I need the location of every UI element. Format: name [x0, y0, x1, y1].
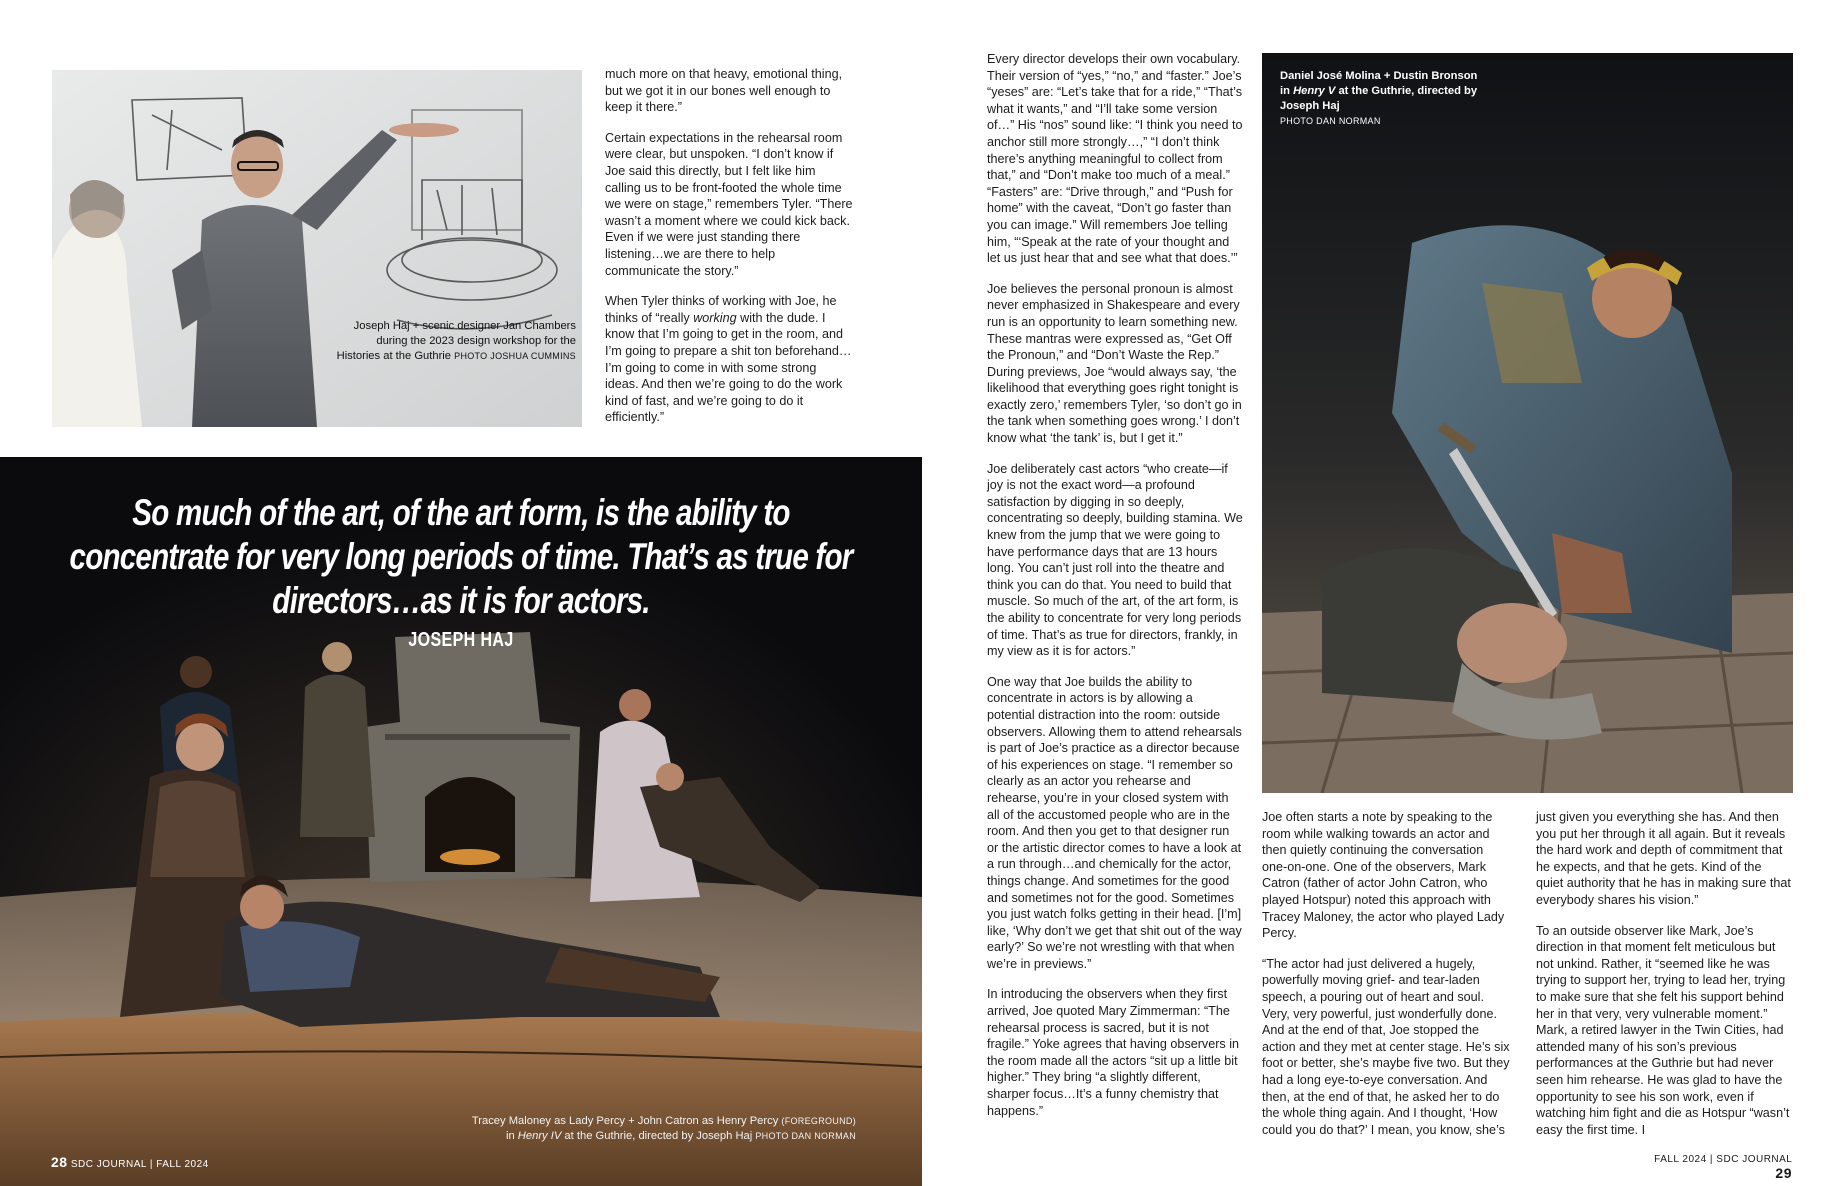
photo-credit: PHOTO DAN NORMAN — [755, 1131, 856, 1141]
paragraph: “The actor had just delivered a hugely, powerfully moving grief- and tear-laden speech, a pouring out of heart and soul. Very, very powerful, just wonderfully done. And at the end of that, Joe stopped the action and they met at center stage. He’s six foot or better, she’s maybe five two. But they had a long eye-to-eye conversation. And then, at the end of that, he asked her to do the whole thing again. And I thought, ‘How could you do that?’ I mean, you know, she’s — [1262, 956, 1510, 1137]
paragraph — [605, 293, 853, 426]
paragraph-text: When Tyler thinks of working with Joe, he thinks of “really — [605, 294, 837, 325]
article-column-4 — [1536, 809, 1792, 1138]
caption-text: Daniel José Molina + Dustin Bronson in — [1280, 70, 1478, 97]
photo-design-workshop — [52, 70, 582, 427]
page-number-left: 28 — [51, 1154, 68, 1170]
paragraph: To an outside observer like Mark, Joe’s direction in that moment felt meticulous but not unkind. Rather, it “seemed like he was trying to support her, trying to lead her, trying to make sure that she felt his support behind her in that very, very vulnerable moment.” Mark, a retired lawyer in the Twin Cities, had attended many of his son’s previous performances at the Guthrie but had never seen him rehearse. He was glad to have the opportunity to see his son work, even if watching him fight and die as Hotspur “wasn’t easy the first time. I — [1536, 923, 1790, 1137]
paragraph: One way that Joe builds the ability to concentrate in actors is by allowing a potential distraction into the room: outside observers. Allowing them to attend rehearsals is part of Joe’s practice as a director because of his experiences on stage. “I remember so clearly as an actor you rehearse and rehearse, you’re in your closed system with all of the accustomed people who are in the room. And then you get to that designer run or the artistic director comes to have a look at a run through…and chemically for the actor, things change. And sometimes for the good and sometimes not for the good. Sometimes you just watch folks getting in their head. [I’m] like, ‘Why don’t we get that shit out of the way early?’ So we’re not wrestling with that when we’re in previews.” — [987, 674, 1242, 971]
photo-henry-iv-stage — [0, 457, 922, 1186]
footer-right-label: FALL 2024 | SDC JOURNAL — [1654, 1154, 1792, 1165]
paragraph: In introducing the observers when they first arrived, Joe quoted Mary Zimmerman: “The rehearsal process is sacred, but it is not fragile.” Yoke agrees that having observers in the room made all the actors “sit up a little bit higher.” They bring “a slightly different, sharper focus…It’s a funny chemistry that happens.” — [987, 987, 1240, 1118]
photo-henry-v — [1262, 53, 1793, 793]
paragraph-text: with the dude. I know that I’m going to get in the room, and I’m going to prepare a shit ton beforehand…I’m going to come in with some strong ideas. And then we’re going to do the work kind of fast, and we’re going to do it efficiently.” — [605, 310, 852, 425]
photo-henry-iv-caption — [410, 1114, 856, 1144]
paragraph-emphasis: working — [693, 310, 737, 325]
pull-quote-attribution: JOSEPH HAJ — [408, 629, 514, 651]
article-column-1 — [605, 66, 853, 426]
article-column-3 — [1262, 809, 1510, 1138]
photo-credit: PHOTO JOSHUA CUMMINS — [454, 351, 576, 361]
paragraph: Every director develops their own vocabulary. Their version of “yes,” “no,” and “faster.” Joe’s “yeses” are: “Let’s take that for a ride,” “That’s what it wants,” and “I’ll take some version of…” His “nos” sound like: “I think you need to anchor still more strongly…,” “I don’t think there’s anything meaningful to collect from that,” and “Don’t make too much of a meal.” “Fasters” are: “Drive through,” and “Push for home” with the caveat, “Don’t go faster than you can image.” Will remembers Joe telling him, “‘Speak at the rate of your thought and let us just hear that and see what that does.’” — [987, 52, 1243, 266]
pull-quote — [60, 491, 862, 652]
photo-henry-v-image — [1262, 53, 1793, 793]
caption-text: Joseph Haj + scenic designer Jan Chambers during the 2023 design workshop for the Histories at the Guthrie — [336, 320, 576, 362]
photo-credit: PHOTO DAN NORMAN — [1280, 116, 1381, 126]
caption-text: at the Guthrie, directed by Joseph Haj — [1280, 85, 1478, 112]
caption-text: in — [505, 1130, 518, 1142]
photo-henry-v-caption — [1280, 69, 1480, 129]
paragraph: much more on that heavy, emotional thing, but we got it in our bones well enough to keep it there.” — [605, 67, 843, 115]
paragraph: Joe often starts a note by speaking to the room while walking towards an actor and then quietly continuing the conversation one-on-one. One of the observers, Mark Catron (father of actor John Catron, who played Hotspur) noted this approach with Tracey Maloney, the actor who played Lady Percy. — [1262, 810, 1505, 941]
footer-right — [1652, 1154, 1792, 1181]
footer-left-label: SDC JOURNAL | FALL 2024 — [70, 1159, 209, 1170]
footer-left — [51, 1154, 209, 1170]
photo-design-workshop-image — [52, 70, 582, 427]
caption-text: at the Guthrie, directed by Joseph Haj — [561, 1130, 753, 1142]
page-number-right: 29 — [1775, 1165, 1792, 1181]
paragraph: Joe believes the personal pronoun is almost never emphasized in Shakespeare and every run is an opportunity to learn something new. These mantras were expressed as, “Get Off the Pronoun,” and “Don’t Waste the Rep.” During previews, Joe “would always say, ‘the likelihood that everything goes right tonight is exactly zero,’ remembers Tyler, ‘so don’t go in the tank when something goes wrong.’ I don’t know what ‘the tank’ is, but I get it.” — [987, 281, 1242, 446]
caption-text: Tracey Maloney as Lady Percy + John Catron as Henry Percy — [471, 1115, 779, 1127]
paragraph: Joe deliberately cast actors “who create—if joy is not the exact word—a profound satisfaction by digging in so deeply, concentrating so deeply, building stamina. We knew from the jump that we were going to have performance days that are 13 hours long. You can’t just roll into the theatre and think you can do that. You need to build that muscle. So much of the art, of the art form, is the ability to concentrate for very long periods of time. That’s as true for directors, frankly, in my view as it is for actors.” — [987, 461, 1243, 659]
caption-play-title: Henry IV — [517, 1130, 562, 1142]
paragraph: Certain expectations in the rehearsal room were clear, but unspoken. “I don’t know if Joe said this directly, but I felt like him calling us to be front-footed the whole time we were on stage,” remembers Tyler. “There wasn’t a moment where we could kick back. Even if we were just standing there listening…we are there to help communicate the story.” — [605, 130, 853, 278]
pull-quote-text: So much of the art, of the art form, is the ability to concentrate for very long periods of time. That’s as true for directors…as it is for actors. — [69, 492, 853, 621]
article-column-2 — [987, 51, 1243, 1119]
caption-tag: (FOREGROUND) — [781, 1116, 856, 1126]
caption-play-title: Henry V — [1293, 85, 1336, 97]
paragraph: just given you everything she has. And then you put her through it all again. But it reveals the hard work and depth of commitment that he expects, and that he gets. Kind of the quiet authority that he has in making sure that everybody shares his vision.” — [1536, 810, 1791, 907]
photo-design-workshop-caption — [332, 319, 576, 364]
